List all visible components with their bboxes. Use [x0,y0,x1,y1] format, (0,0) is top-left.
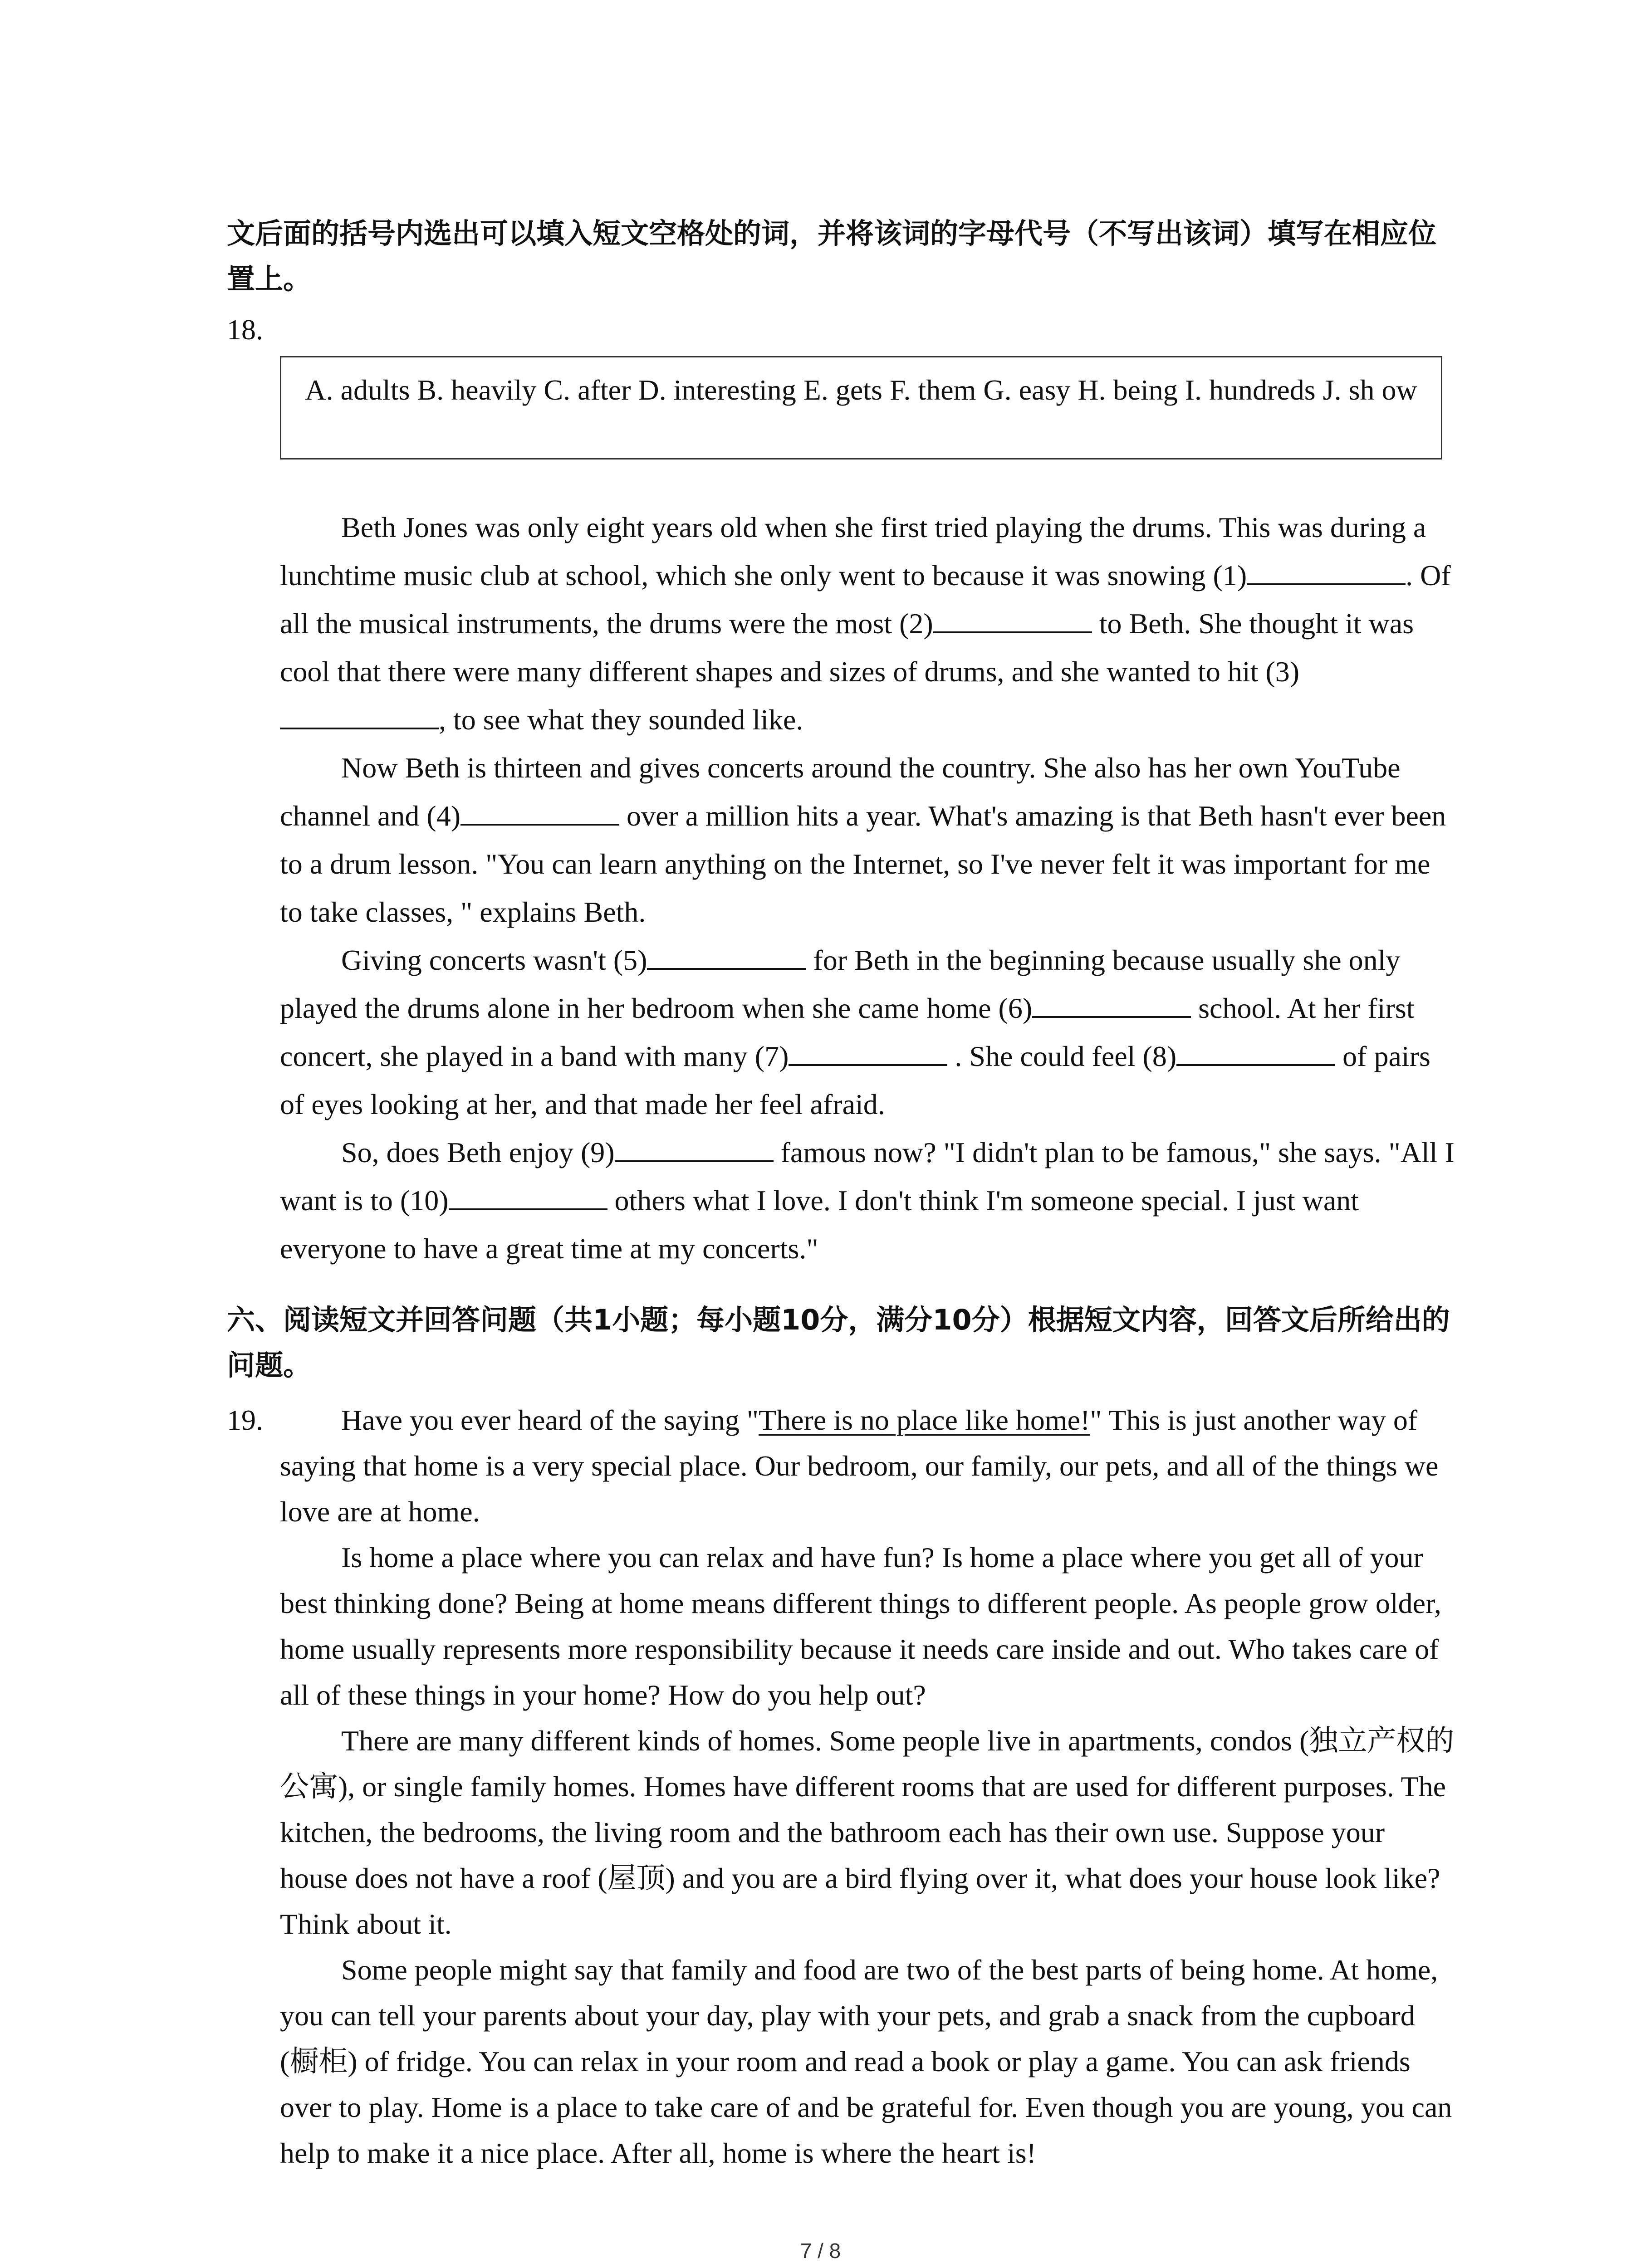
blank-label-3: (3) [1265,655,1299,688]
passage-18-paragraph-1: Beth Jones was only eight years old when she first tried playing the drums. This was during a lunchtime music club at school, which she only went to because it was snowing (1) . Of all the musical instruments, the drums were the most (2) to Beth. She thought it was cool that there were many different shapes and sizes of drums, and she wanted to hit (3), to see what they sounded like. [280,511,1451,736]
question-number-18: 18. [227,313,263,346]
passage-19 [280,1397,1460,2176]
blank-1 [1247,558,1406,585]
passage-18-paragraph-3: Giving concerts wasn't (5) for Beth in the beginning because usually she only played the drums alone in her bedroom when she came home (6) school. At her first concert, she played in a band with many (7) . She could feel (8) of pairs of eyes looking at her, and that made her feel afraid. [280,936,1455,1129]
blank-label-10: (10) [400,1184,449,1217]
passage-18-paragraph-2: Now Beth is thirteen and gives concerts around the country. She also has her own YouTube channel and (4) over a million hits a year. What's amazing is that Beth hasn't ever been to a drum lesson. "You can learn anything on the Internet, so I've never felt it was important for me to take classes, " explains Beth. [280,752,1446,928]
blank-10 [449,1183,607,1210]
blank-9 [615,1135,774,1162]
blank-label-1: (1) [1213,559,1247,591]
page-number: 7 / 8 [800,2239,841,2263]
blank-label-8: (8) [1142,1040,1177,1072]
passage-19-paragraph-4: Some people might say that family and food are two of the best parts of being home. At home, you can tell your parents about your day, play with your pets, and grab a snack from the cupboard (橱柜) of fridge. You can relax in your room and read a book or play a game. You can ask friends over to play. Home is a place to take care of and be grateful for. Even though you are young, you can help to make it a nice place. After all, home is where the heart is! [280,1954,1452,2169]
passage-18 [280,503,1455,1273]
blank-label-6: (6) [998,992,1033,1024]
blank-6 [1032,991,1191,1018]
passage-19-paragraph-1: Have you ever heard of the saying "There is no place like home!" This is just another way of saying that home is a very special place. Our bedroom, our family, our pets, and all of the things we love are at home. [280,1404,1439,1528]
blank-7 [789,1039,947,1066]
blank-label-5: (5) [613,944,647,976]
blank-2 [933,606,1092,633]
word-bank-box: A. adults B. heavily C. after D. interesting E. gets F. them G. easy H. being I. hundreds J. sh ow [280,356,1442,459]
passage-19-paragraph-3: There are many different kinds of homes. Some people live in apartments, condos (独立产权的公寓), or single family homes. Homes have different rooms that are used for different purposes. The kitchen, the bedrooms, the living room and the bathroom each has their own use. Suppose your house does not have a roof (屋顶) and you are a bird flying over it, what does your house look like? Think about it. [280,1725,1455,1940]
blank-label-2: (2) [899,607,933,640]
passage-18-paragraph-4: So, does Beth enjoy (9) famous now? "I didn't plan to be famous," she says. "All I want is to (10) others what I love. I don't think I'm someone special. I just want everyone to have a great time at my concerts." [280,1129,1455,1273]
underlined-saying: There is no place like home! [759,1404,1090,1436]
instruction-continued: 文后面的括号内选出可以填入短文空格处的词，并将该词的字母代号（不写出该词）填写在相应位置上。 [227,217,1437,295]
blank-3 [280,702,439,729]
section-6-heading: 六、阅读短文并回答问题（共1小题；每小题10分，满分10分）根据短文内容，回答文后所给出的问题。 [227,1303,1450,1382]
blank-label-4: (4) [426,800,461,832]
blank-label-9: (9) [580,1136,615,1168]
blank-5 [647,943,806,970]
blank-label-7: (7) [754,1040,789,1072]
blank-8 [1176,1039,1335,1066]
question-number-19: 19. [227,1404,263,1436]
passage-19-paragraph-2: Is home a place where you can relax and have fun? Is home a place where you get all of your best thinking done? Being at home means different things to different people. As people grow older, home usually represents more responsibility because it needs care inside and out. Who takes care of all of these things in your home? How do you help out? [280,1541,1441,1711]
blank-4 [460,798,619,826]
